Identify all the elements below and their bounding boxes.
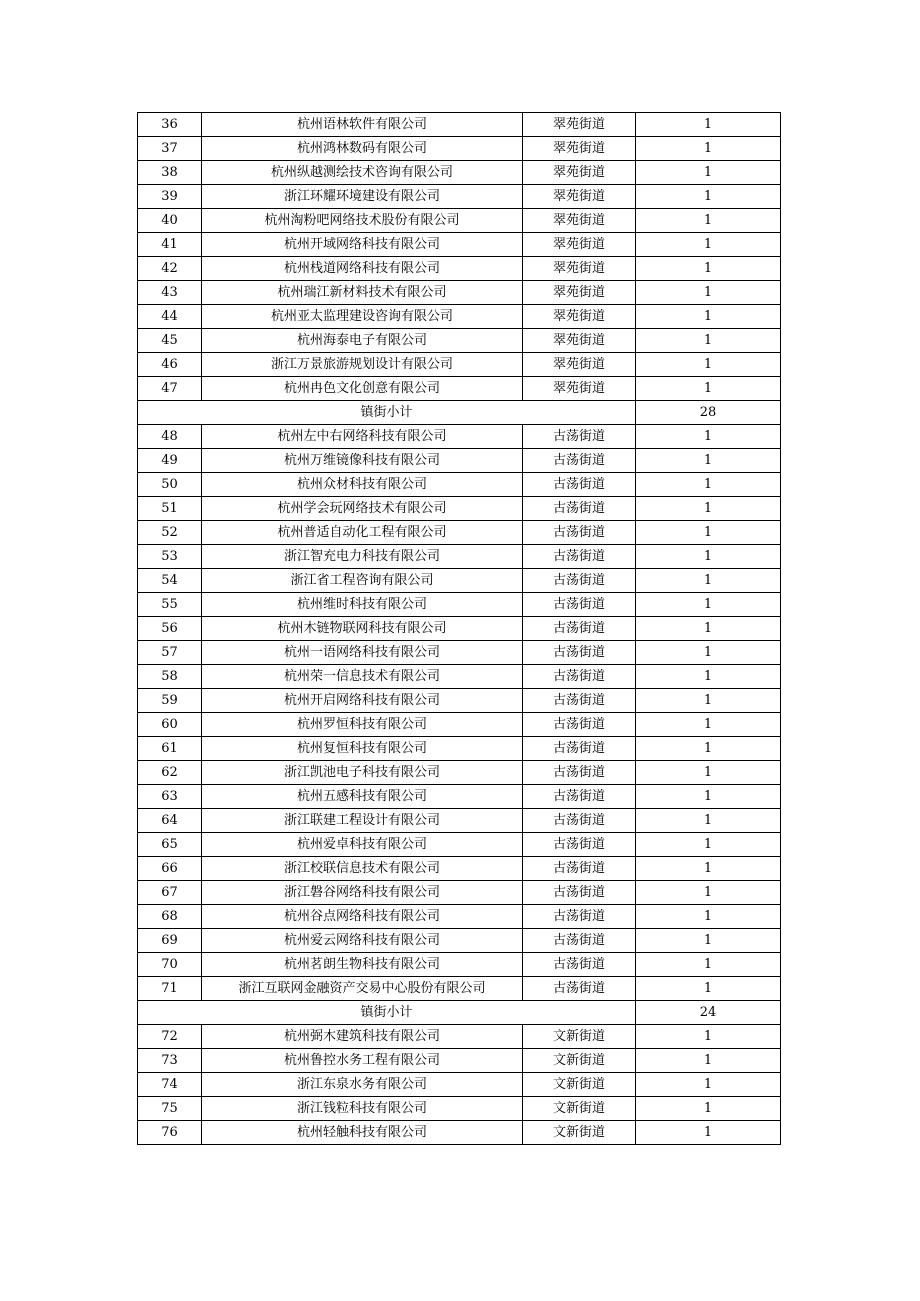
street-cell: 翠苑街道 bbox=[523, 185, 636, 209]
company-table-body bbox=[138, 113, 781, 1145]
row-number-cell: 67 bbox=[138, 881, 202, 905]
table-row bbox=[138, 737, 781, 761]
company-name-cell: 杭州谷点网络科技有限公司 bbox=[202, 905, 523, 929]
street-cell: 翠苑街道 bbox=[523, 209, 636, 233]
count-cell: 1 bbox=[636, 1097, 781, 1121]
count-cell: 1 bbox=[636, 497, 781, 521]
street-cell: 古荡街道 bbox=[523, 977, 636, 1001]
street-cell: 古荡街道 bbox=[523, 569, 636, 593]
company-name-cell: 浙江环耀环境建设有限公司 bbox=[202, 185, 523, 209]
table-row bbox=[138, 833, 781, 857]
table-row bbox=[138, 1121, 781, 1145]
street-cell: 古荡街道 bbox=[523, 641, 636, 665]
street-cell: 文新街道 bbox=[523, 1025, 636, 1049]
company-name-cell: 杭州爱卓科技有限公司 bbox=[202, 833, 523, 857]
table-row bbox=[138, 329, 781, 353]
company-name-cell: 杭州维时科技有限公司 bbox=[202, 593, 523, 617]
count-cell: 1 bbox=[636, 353, 781, 377]
count-cell: 1 bbox=[636, 425, 781, 449]
count-cell: 1 bbox=[636, 113, 781, 137]
count-cell: 1 bbox=[636, 569, 781, 593]
street-cell: 古荡街道 bbox=[523, 929, 636, 953]
table-row bbox=[138, 257, 781, 281]
company-name-cell: 杭州复恒科技有限公司 bbox=[202, 737, 523, 761]
table-row bbox=[138, 785, 781, 809]
street-cell: 古荡街道 bbox=[523, 905, 636, 929]
company-name-cell: 杭州开启网络科技有限公司 bbox=[202, 689, 523, 713]
row-number-cell: 46 bbox=[138, 353, 202, 377]
count-cell: 1 bbox=[636, 281, 781, 305]
table-row bbox=[138, 377, 781, 401]
company-name-cell: 浙江钱粒科技有限公司 bbox=[202, 1097, 523, 1121]
street-cell: 古荡街道 bbox=[523, 425, 636, 449]
company-name-cell: 浙江智充电力科技有限公司 bbox=[202, 545, 523, 569]
table-row bbox=[138, 857, 781, 881]
table-row bbox=[138, 881, 781, 905]
street-cell: 古荡街道 bbox=[523, 761, 636, 785]
table-row bbox=[138, 545, 781, 569]
street-cell: 古荡街道 bbox=[523, 521, 636, 545]
company-name-cell: 杭州弼木建筑科技有限公司 bbox=[202, 1025, 523, 1049]
count-cell: 1 bbox=[636, 905, 781, 929]
count-cell: 1 bbox=[636, 1049, 781, 1073]
street-cell: 古荡街道 bbox=[523, 713, 636, 737]
row-number-cell: 39 bbox=[138, 185, 202, 209]
count-cell: 1 bbox=[636, 137, 781, 161]
count-cell: 1 bbox=[636, 305, 781, 329]
count-cell: 1 bbox=[636, 665, 781, 689]
street-cell: 古荡街道 bbox=[523, 473, 636, 497]
count-cell: 1 bbox=[636, 641, 781, 665]
count-cell: 1 bbox=[636, 1025, 781, 1049]
company-name-cell: 杭州众材科技有限公司 bbox=[202, 473, 523, 497]
street-cell: 古荡街道 bbox=[523, 689, 636, 713]
row-number-cell: 74 bbox=[138, 1073, 202, 1097]
row-number-cell: 45 bbox=[138, 329, 202, 353]
count-cell: 1 bbox=[636, 689, 781, 713]
row-number-cell: 53 bbox=[138, 545, 202, 569]
row-number-cell: 71 bbox=[138, 977, 202, 1001]
street-cell: 翠苑街道 bbox=[523, 281, 636, 305]
subtotal-row bbox=[138, 401, 781, 425]
table-row bbox=[138, 305, 781, 329]
row-number-cell: 48 bbox=[138, 425, 202, 449]
count-cell: 1 bbox=[636, 185, 781, 209]
street-cell: 古荡街道 bbox=[523, 497, 636, 521]
street-cell: 翠苑街道 bbox=[523, 257, 636, 281]
count-cell: 1 bbox=[636, 257, 781, 281]
company-name-cell: 浙江东泉水务有限公司 bbox=[202, 1073, 523, 1097]
street-cell: 古荡街道 bbox=[523, 665, 636, 689]
table-row bbox=[138, 233, 781, 257]
row-number-cell: 54 bbox=[138, 569, 202, 593]
row-number-cell: 60 bbox=[138, 713, 202, 737]
row-number-cell: 72 bbox=[138, 1025, 202, 1049]
table-row bbox=[138, 185, 781, 209]
street-cell: 文新街道 bbox=[523, 1097, 636, 1121]
company-name-cell: 杭州鲁控水务工程有限公司 bbox=[202, 1049, 523, 1073]
row-number-cell: 59 bbox=[138, 689, 202, 713]
street-cell: 文新街道 bbox=[523, 1121, 636, 1145]
table-row bbox=[138, 113, 781, 137]
company-name-cell: 杭州瑞江新材料技术有限公司 bbox=[202, 281, 523, 305]
table-row bbox=[138, 1097, 781, 1121]
count-cell: 1 bbox=[636, 833, 781, 857]
table-row bbox=[138, 449, 781, 473]
street-cell: 古荡街道 bbox=[523, 593, 636, 617]
count-cell: 1 bbox=[636, 713, 781, 737]
subtotal-value: 24 bbox=[636, 1001, 781, 1025]
row-number-cell: 65 bbox=[138, 833, 202, 857]
street-cell: 古荡街道 bbox=[523, 617, 636, 641]
company-name-cell: 杭州一语网络科技有限公司 bbox=[202, 641, 523, 665]
company-name-cell: 杭州开域网络科技有限公司 bbox=[202, 233, 523, 257]
row-number-cell: 70 bbox=[138, 953, 202, 977]
count-cell: 1 bbox=[636, 617, 781, 641]
count-cell: 1 bbox=[636, 377, 781, 401]
company-name-cell: 杭州茗朗生物科技有限公司 bbox=[202, 953, 523, 977]
company-name-cell: 杭州鸿林数码有限公司 bbox=[202, 137, 523, 161]
street-cell: 古荡街道 bbox=[523, 785, 636, 809]
count-cell: 1 bbox=[636, 977, 781, 1001]
count-cell: 1 bbox=[636, 233, 781, 257]
company-name-cell: 杭州亚太监理建设咨询有限公司 bbox=[202, 305, 523, 329]
row-number-cell: 75 bbox=[138, 1097, 202, 1121]
row-number-cell: 41 bbox=[138, 233, 202, 257]
table-row bbox=[138, 641, 781, 665]
subtotal-label: 镇街小计 bbox=[138, 401, 636, 425]
row-number-cell: 68 bbox=[138, 905, 202, 929]
row-number-cell: 73 bbox=[138, 1049, 202, 1073]
row-number-cell: 38 bbox=[138, 161, 202, 185]
row-number-cell: 50 bbox=[138, 473, 202, 497]
table-row bbox=[138, 353, 781, 377]
street-cell: 翠苑街道 bbox=[523, 113, 636, 137]
table-row bbox=[138, 209, 781, 233]
table-row bbox=[138, 929, 781, 953]
street-cell: 翠苑街道 bbox=[523, 161, 636, 185]
row-number-cell: 69 bbox=[138, 929, 202, 953]
row-number-cell: 58 bbox=[138, 665, 202, 689]
street-cell: 文新街道 bbox=[523, 1049, 636, 1073]
company-name-cell: 浙江校联信息技术有限公司 bbox=[202, 857, 523, 881]
row-number-cell: 51 bbox=[138, 497, 202, 521]
table-row bbox=[138, 137, 781, 161]
count-cell: 1 bbox=[636, 473, 781, 497]
company-name-cell: 浙江万景旅游规划设计有限公司 bbox=[202, 353, 523, 377]
table-row bbox=[138, 953, 781, 977]
row-number-cell: 56 bbox=[138, 617, 202, 641]
table-row bbox=[138, 1049, 781, 1073]
table-row bbox=[138, 1073, 781, 1097]
company-name-cell: 杭州木链物联网科技有限公司 bbox=[202, 617, 523, 641]
table-row bbox=[138, 761, 781, 785]
count-cell: 1 bbox=[636, 161, 781, 185]
count-cell: 1 bbox=[636, 521, 781, 545]
row-number-cell: 63 bbox=[138, 785, 202, 809]
company-name-cell: 浙江联建工程设计有限公司 bbox=[202, 809, 523, 833]
table-row bbox=[138, 281, 781, 305]
company-name-cell: 杭州轻触科技有限公司 bbox=[202, 1121, 523, 1145]
street-cell: 古荡街道 bbox=[523, 881, 636, 905]
street-cell: 翠苑街道 bbox=[523, 233, 636, 257]
count-cell: 1 bbox=[636, 449, 781, 473]
row-number-cell: 76 bbox=[138, 1121, 202, 1145]
count-cell: 1 bbox=[636, 761, 781, 785]
table-row bbox=[138, 713, 781, 737]
company-name-cell: 杭州语林软件有限公司 bbox=[202, 113, 523, 137]
street-cell: 古荡街道 bbox=[523, 833, 636, 857]
count-cell: 1 bbox=[636, 953, 781, 977]
subtotal-label: 镇街小计 bbox=[138, 1001, 636, 1025]
street-cell: 古荡街道 bbox=[523, 545, 636, 569]
table-row bbox=[138, 425, 781, 449]
street-cell: 翠苑街道 bbox=[523, 305, 636, 329]
company-name-cell: 浙江互联网金融资产交易中心股份有限公司 bbox=[202, 977, 523, 1001]
row-number-cell: 37 bbox=[138, 137, 202, 161]
count-cell: 1 bbox=[636, 809, 781, 833]
table-row bbox=[138, 1025, 781, 1049]
row-number-cell: 47 bbox=[138, 377, 202, 401]
row-number-cell: 42 bbox=[138, 257, 202, 281]
table-row bbox=[138, 497, 781, 521]
company-name-cell: 杭州纵越测绘技术咨询有限公司 bbox=[202, 161, 523, 185]
count-cell: 1 bbox=[636, 1121, 781, 1145]
company-name-cell: 杭州栈道网络科技有限公司 bbox=[202, 257, 523, 281]
company-name-cell: 杭州荣一信息技术有限公司 bbox=[202, 665, 523, 689]
count-cell: 1 bbox=[636, 593, 781, 617]
table-row bbox=[138, 569, 781, 593]
row-number-cell: 62 bbox=[138, 761, 202, 785]
table-row bbox=[138, 665, 781, 689]
count-cell: 1 bbox=[636, 1073, 781, 1097]
row-number-cell: 40 bbox=[138, 209, 202, 233]
row-number-cell: 61 bbox=[138, 737, 202, 761]
row-number-cell: 57 bbox=[138, 641, 202, 665]
row-number-cell: 55 bbox=[138, 593, 202, 617]
table-row bbox=[138, 809, 781, 833]
count-cell: 1 bbox=[636, 857, 781, 881]
company-name-cell: 杭州左中右网络科技有限公司 bbox=[202, 425, 523, 449]
table-row bbox=[138, 473, 781, 497]
company-name-cell: 杭州爱云网络科技有限公司 bbox=[202, 929, 523, 953]
street-cell: 翠苑街道 bbox=[523, 353, 636, 377]
street-cell: 翠苑街道 bbox=[523, 137, 636, 161]
street-cell: 翠苑街道 bbox=[523, 329, 636, 353]
street-cell: 古荡街道 bbox=[523, 953, 636, 977]
row-number-cell: 43 bbox=[138, 281, 202, 305]
row-number-cell: 49 bbox=[138, 449, 202, 473]
subtotal-row bbox=[138, 1001, 781, 1025]
row-number-cell: 36 bbox=[138, 113, 202, 137]
company-name-cell: 杭州罗恒科技有限公司 bbox=[202, 713, 523, 737]
company-name-cell: 浙江凯池电子科技有限公司 bbox=[202, 761, 523, 785]
company-name-cell: 杭州冉色文化创意有限公司 bbox=[202, 377, 523, 401]
street-cell: 古荡街道 bbox=[523, 857, 636, 881]
table-row bbox=[138, 617, 781, 641]
company-name-cell: 杭州普适自动化工程有限公司 bbox=[202, 521, 523, 545]
company-name-cell: 杭州万维镜像科技有限公司 bbox=[202, 449, 523, 473]
table-row bbox=[138, 689, 781, 713]
company-name-cell: 浙江省工程咨询有限公司 bbox=[202, 569, 523, 593]
subtotal-value: 28 bbox=[636, 401, 781, 425]
row-number-cell: 66 bbox=[138, 857, 202, 881]
street-cell: 古荡街道 bbox=[523, 449, 636, 473]
company-table bbox=[137, 112, 781, 1145]
table-row bbox=[138, 905, 781, 929]
company-name-cell: 杭州淘粉吧网络技术股份有限公司 bbox=[202, 209, 523, 233]
count-cell: 1 bbox=[636, 737, 781, 761]
street-cell: 古荡街道 bbox=[523, 737, 636, 761]
street-cell: 古荡街道 bbox=[523, 809, 636, 833]
table-row bbox=[138, 521, 781, 545]
street-cell: 翠苑街道 bbox=[523, 377, 636, 401]
table-row bbox=[138, 161, 781, 185]
count-cell: 1 bbox=[636, 545, 781, 569]
street-cell: 文新街道 bbox=[523, 1073, 636, 1097]
count-cell: 1 bbox=[636, 209, 781, 233]
count-cell: 1 bbox=[636, 929, 781, 953]
count-cell: 1 bbox=[636, 785, 781, 809]
company-name-cell: 浙江磐谷网络科技有限公司 bbox=[202, 881, 523, 905]
count-cell: 1 bbox=[636, 881, 781, 905]
table-row bbox=[138, 593, 781, 617]
company-name-cell: 杭州五感科技有限公司 bbox=[202, 785, 523, 809]
row-number-cell: 44 bbox=[138, 305, 202, 329]
company-name-cell: 杭州海泰电子有限公司 bbox=[202, 329, 523, 353]
row-number-cell: 52 bbox=[138, 521, 202, 545]
count-cell: 1 bbox=[636, 329, 781, 353]
company-name-cell: 杭州学会玩网络技术有限公司 bbox=[202, 497, 523, 521]
table-row bbox=[138, 977, 781, 1001]
row-number-cell: 64 bbox=[138, 809, 202, 833]
